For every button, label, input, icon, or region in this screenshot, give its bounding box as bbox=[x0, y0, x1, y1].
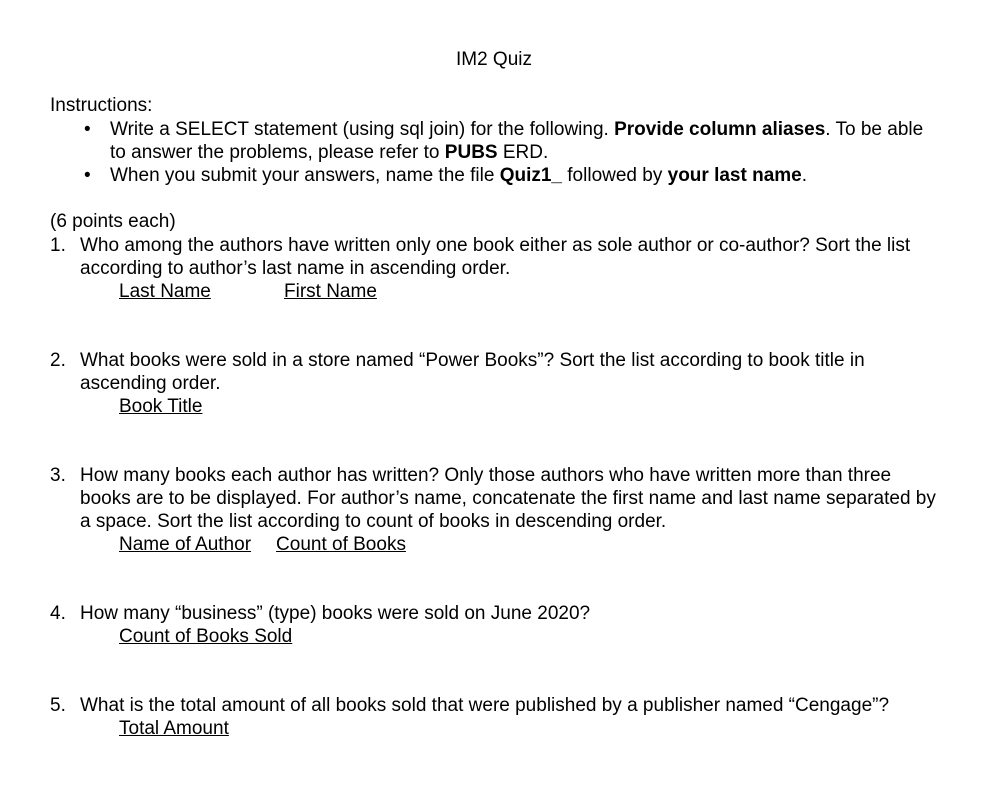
question-1 bbox=[0, 234, 988, 303]
answer-columns bbox=[119, 280, 988, 303]
bullet-dot-icon: • bbox=[84, 165, 91, 186]
answer-columns bbox=[119, 625, 988, 648]
column-alias: Name of Author bbox=[119, 534, 252, 555]
question-number: 1. bbox=[50, 235, 66, 256]
question-text: What is the total amount of all books sold that were published by a publisher named “Cengage”? bbox=[80, 695, 890, 716]
document-title: IM2 Quiz bbox=[455, 49, 533, 70]
question-4 bbox=[0, 602, 988, 648]
answer-columns bbox=[119, 717, 988, 740]
instructions-label: Instructions: bbox=[50, 95, 153, 116]
question-2 bbox=[0, 349, 988, 418]
question-number: 2. bbox=[50, 350, 66, 371]
bullet-text-segment: ERD. bbox=[497, 142, 549, 163]
column-alias: Total Amount bbox=[119, 718, 229, 739]
question-3 bbox=[0, 464, 988, 556]
points-note: (6 points each) bbox=[50, 211, 176, 232]
question-text: Who among the authors have written only one book either as sole author or co-author? Sort the list according to author’s last name in ascending order. bbox=[80, 235, 911, 279]
question-number: 3. bbox=[50, 465, 66, 486]
bullet-bold-segment: PUBS bbox=[444, 142, 498, 163]
bullet-text-segment: followed by bbox=[562, 165, 668, 186]
answer-columns bbox=[119, 533, 988, 556]
bullet-dot-icon: • bbox=[84, 119, 91, 140]
column-alias: Count of Books bbox=[276, 534, 406, 555]
bullet-bold-segment: Quiz1_ bbox=[499, 165, 562, 186]
column-alias: Last Name bbox=[119, 281, 211, 302]
bullet-text-segment: . bbox=[801, 165, 808, 186]
column-alias: Count of Books Sold bbox=[119, 626, 293, 647]
question-text: How many books each author has written? Only those authors who have written more than three books are to be displayed. For author’s name, concatenate the first name and last name separated by a space. Sort the list according to count of books in descending order. bbox=[80, 465, 936, 532]
instruction-bullet-1 bbox=[0, 118, 930, 164]
question-text: How many “business” (type) books were sold on June 2020? bbox=[80, 603, 591, 624]
question-number: 5. bbox=[50, 695, 66, 716]
instructions-list bbox=[0, 118, 988, 187]
bullet-text-segment: When you submit your answers, name the file bbox=[110, 165, 500, 186]
bullet-text-segment: Write a SELECT statement (using sql join) for the following. bbox=[110, 119, 615, 140]
question-number: 4. bbox=[50, 603, 66, 624]
instruction-bullet-2 bbox=[0, 164, 930, 187]
bullet-bold-segment: your last name bbox=[667, 165, 802, 186]
question-text: What books were sold in a store named “Power Books”? Sort the list according to book title in ascending order. bbox=[80, 350, 865, 394]
answer-columns bbox=[119, 395, 988, 418]
column-alias: Book Title bbox=[119, 396, 203, 417]
bullet-bold-segment: Provide column aliases bbox=[614, 119, 826, 140]
column-alias: First Name bbox=[284, 281, 377, 302]
bullet-text-segment: . To be able to answer the problems, please refer to bbox=[110, 119, 924, 163]
question-5 bbox=[0, 694, 988, 740]
